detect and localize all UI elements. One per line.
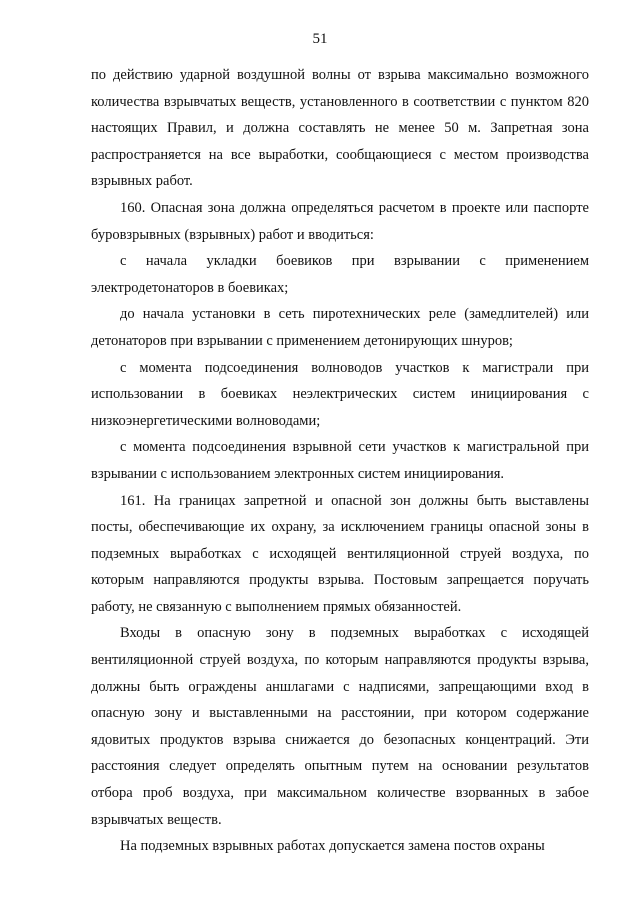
paragraph-item-waveguides: с момента подсоединения волноводов участков к магистрали при использовании в боевиках неэлектрических систем инициирования с низкоэнергетическими волноводами; [91, 359, 589, 429]
document-body [91, 62, 589, 860]
paragraph-entrances: Входы в опасную зону в подземных выработках с исходящей вентиляционной струей воздуха, по которым направляются продукты взрыва, должны быть ограждены аншлагами с надписями, запрещающими вход в опасную зону и выставленными на расстоянии, при котором содержание ядовитых продуктов взрыва снижается до безопасных концентраций. Эти расстояния следует определять опытным путем на основании результатов отбора проб воздуха, при максимальном количестве взорванных в забое взрывчатых веществ. [91, 625, 589, 828]
paragraph-160: 160. Опасная зона должна определяться расчетом в проекте или паспорте буровзрывных (взрывных) работ и вводиться: [91, 199, 589, 243]
paragraph-continuation: по действию ударной воздушной волны от взрыва максимально возможного количества взрывчатых веществ, установленного в соответствии с пунктом 820 настоящих Правил, и должна составлять не менее 50 м. Запретная зона распространяется на все выработки, сообщающиеся с местом производства взрывных работ. [91, 67, 589, 190]
paragraph-item-pyrotechnic-relays: до начала установки в сеть пиротехнических реле (замедлителей) или детонаторов при взрывании с применением детонирующих шнуров; [91, 306, 589, 349]
paragraph-161: 161. На границах запретной и опасной зон должны быть выставлены посты, обеспечивающие их охрану, за исключением границы опасной зоны в подземных выработках с исходящей вентиляционной струей воздуха, по которым направляются продукты взрыва. Постовым запрещается поручать работу, не связанную с выполнением прямых обязанностей. [91, 492, 589, 615]
paragraph-item-electrodetonators: с начала укладки боевиков при взрывании с применением электродетонаторов в боевиках; [91, 253, 589, 296]
paragraph-item-electronic-systems: с момента подсоединения взрывной сети участков к магистральной при взрывании с использованием электронных систем инициирования. [91, 439, 589, 482]
page-number: 51 [312, 31, 328, 47]
paragraph-underground-posts: На подземных взрывных работах допускается замена постов охраны [120, 838, 545, 855]
